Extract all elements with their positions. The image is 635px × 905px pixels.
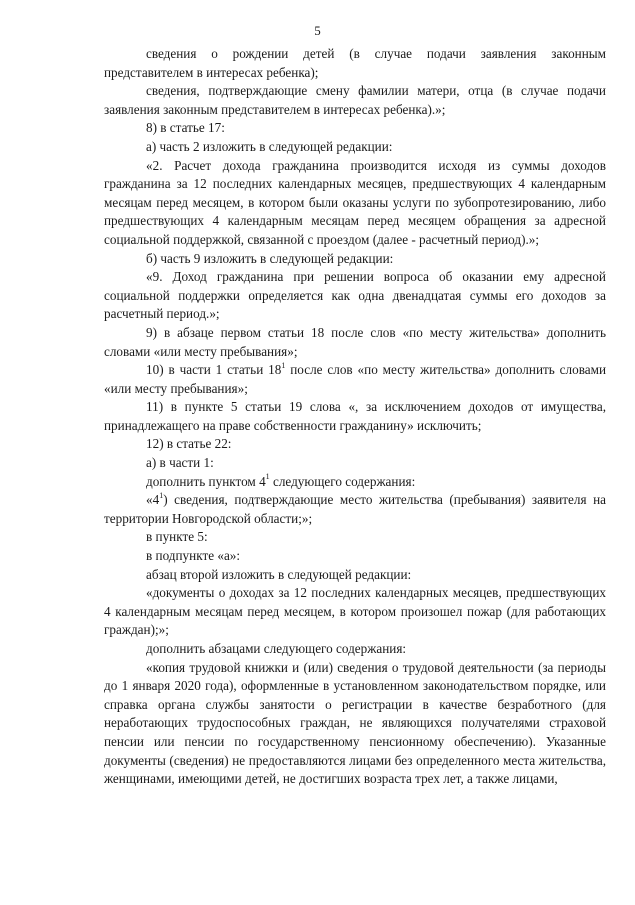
paragraph: «2. Расчет дохода гражданина производится исходя из суммы доходов гражданина за 12 последних календарных месяцев, предшествующих 4 календарным месяцам перед месяцем, в котором были оказаны услуги по зубопротезированию, либо предшествующих 4 календарным месяцам перед месяцем обращения за адресной социальной поддержкой, связанной с проездом (далее - расчетный период).»; [104, 157, 606, 247]
paragraph: «копия трудовой книжки и (или) сведения о трудовой деятельности (за периоды до 1 января 2020 года), оформленные в установленном законодательством порядке, или справка органа службы занятости о регистрации в качестве безработного (для неработающих трудоспособных граждан, не являющихся получателями страховой пенсии или пенсии по государственному пенсионному обеспечению). Указанные документы (сведения) не предоставляются лицами без определенного места жительства, женщинами, имеющими детей, не достигших возраста трех лет, а также лицами, [104, 659, 606, 787]
document-body [104, 45, 606, 789]
paragraph: 8) в статье 17: [146, 120, 225, 136]
paragraph: а) в части 1: [146, 455, 214, 471]
page-number: 5 [314, 23, 321, 38]
paragraph: абзац второй изложить в следующей редакции: [146, 566, 412, 582]
text-before: «4 [146, 492, 160, 508]
superscript: 1 [159, 490, 164, 500]
text-after: после слов «по месту жительства» дополнить словами «или месту пребывания»; [104, 362, 607, 396]
paragraph: сведения о рождении детей (в случае подачи заявления законным представителем в интересах ребенка); [104, 46, 606, 80]
superscript: 1 [265, 472, 270, 482]
text-before: 10) в части 1 статьи 18 [146, 362, 282, 378]
paragraph: б) часть 9 изложить в следующей редакции: [146, 250, 394, 266]
text-before: дополнить пунктом 4 [146, 473, 266, 489]
superscript: 1 [281, 360, 286, 370]
paragraph: в пункте 5: [146, 529, 208, 545]
paragraph-with-superscript [104, 473, 606, 492]
paragraph: 11) в пункте 5 статьи 19 слова «, за исключением доходов от имущества, принадлежащего на праве собственности гражданину» исключить; [104, 399, 606, 433]
paragraph: «9. Доход гражданина при решении вопроса об оказании ему адресной социальной поддержки определяется как одна двенадцатая суммы его доходов за расчетный период.»; [104, 269, 606, 322]
paragraph: 12) в статье 22: [146, 436, 232, 452]
paragraph: в подпункте «а»: [146, 548, 241, 564]
text-after: ) сведения, подтверждающие место жительства (пребывания) заявителя на территории Новгородской области;»; [104, 492, 606, 526]
paragraph: дополнить абзацами следующего содержания: [146, 641, 407, 656]
paragraph: а) часть 2 изложить в следующей редакции: [146, 138, 393, 154]
paragraph-with-superscript [104, 491, 606, 528]
paragraph-with-superscript [104, 361, 606, 398]
paragraph: 9) в абзаце первом статьи 18 после слов «по месту жительства» дополнить словами «или месту пребывания»; [104, 324, 606, 359]
text-after: следующего содержания: [269, 473, 416, 489]
paragraph: «документы о доходах за 12 последних календарных месяцев, предшествующих 4 календарным месяцам перед месяцем, в котором произошел пожар (для работающих граждан);»; [104, 585, 606, 638]
paragraph: сведения, подтверждающие смену фамилии матери, отца (в случае подачи заявления законным представителем в интересах ребенка).»; [104, 83, 606, 117]
